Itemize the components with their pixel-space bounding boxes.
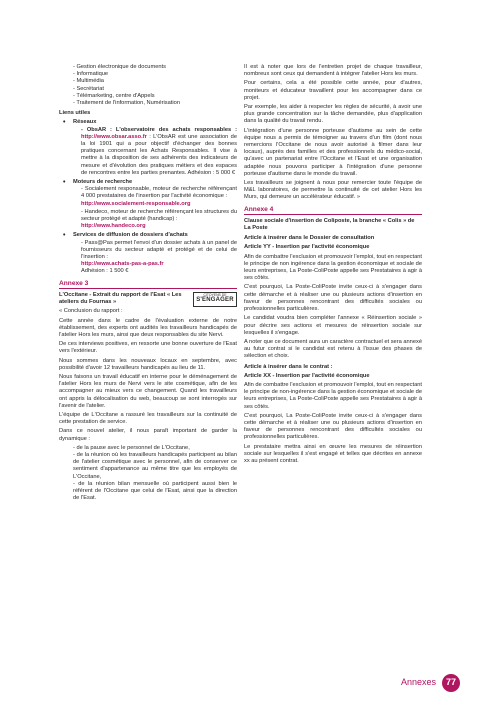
- paragraph: Les travailleurs se joignent à nous pour remercier toute l'équipe de M&L laboratoires, de permettre la continuité de cet atelier Hors les Murs, qui demeure un accélérateur éducatif. »: [244, 180, 422, 201]
- list-item: - Télémarketing, centre d'Appels: [73, 92, 155, 99]
- article-1-heading: Article à insérer dans le Dossier de consultation: [244, 235, 375, 242]
- paragraph: Afin de combattre l'exclusion et promouvoir l'emploi, tout en respectant le principe de non-ingérence dans la gestion économique et sociale de leurs entreprises, La Poste-ColiPoste appelle ses Prestataires à agir à ses côtés.: [244, 381, 422, 410]
- paragraph: Cette année dans le cadre de l'évaluation externe de notre établissement, des experts ont audités les travailleurs handicapés de l'atelier Hors les murs, ainsi que deux responsables du site Nervi.: [59, 317, 237, 338]
- pass-link[interactable]: http://www.achats-pas-a-pas.fr: [81, 261, 164, 268]
- social-description: - Socialement responsable, moteur de recherche référençant 4 000 prestataires de l'insertion par l'activité économique :: [81, 186, 237, 200]
- paragraph: A noter que ce document aura un caractère contractuel et sera annexé au futur contrat si le candidat est retenu à l'issue des phases de sélection et choix.: [244, 338, 423, 360]
- paragraph: Il est à noter que lors de l'entretien projet de chaque travailleur, nombreux sont ceux qui demandent à intégrer l'atelier Hors les murs.: [244, 64, 422, 78]
- annex-4-title: Clause sociale d'insertion de Coliposte, la branche « Colis » de La Poste: [244, 217, 415, 232]
- paragraph: Par exemple, les aider à respecter les règles de sécurité, à avoir une plus grande concentration sur la tâche demandée, plus d'application dans la qualité du travail rendu.: [244, 104, 422, 125]
- conclusion-label: « Conclusion du rapport :: [59, 308, 123, 315]
- list-item: - de la réunion où les travailleurs handicapés participent au bilan de l'atelier cosmétique avec le personnel, afin de conserver ce sentiment d'appartenance au même titre que les employés de L'Occitane,: [73, 451, 237, 480]
- list-item: - Traitement de l'information, Numérisation: [73, 100, 180, 107]
- pass-entry: [59, 240, 237, 276]
- obsar-link[interactable]: http://www.obsar.asso.fr: [81, 133, 147, 140]
- paragraph: Pour certains, cela a été possible cette année, pour d'autres, moniteurs et éducateur travaillent pour les accompagner dans ce projet.: [244, 80, 422, 101]
- social-entry: [59, 186, 237, 208]
- handeco-link[interactable]: http://www.handeco.org: [81, 223, 146, 230]
- handeco-description: - Handeco, moteur de recherche référençant les structures du secteur protégé et adapté (handicap) :: [81, 208, 237, 223]
- networks-heading: • Réseaux: [59, 119, 237, 126]
- paragraph: C'est pourquoi, La Poste-ColiPoste invite ceux-ci à s'engager dans cette démarche et à réaliser une ou plusieurs actions d'insertion en faveur de personnes rencontrant des difficultés sociales ou professionnelles particulières.: [244, 412, 422, 441]
- paragraph: Le prestataire mettra ainsi en œuvre les mesures de réinsertion sociale sur lesquelles il s'est engagé et telles que décrites en annexe xx au présent contrat.: [244, 443, 422, 464]
- obsar-label: - ObsAR : L'observatoire des achats responsables :: [81, 126, 237, 133]
- obsar-entry: [59, 127, 237, 177]
- pass-fee: Adhésion : 1 500 €: [81, 268, 129, 275]
- article-2-subheading: Article XX - Insertion par l'activité économique: [244, 372, 370, 379]
- services-heading: • Services de diffusion de dossiers d'achats: [59, 232, 237, 239]
- paragraph: Le candidat voudra bien compléter l'annexe « Réinsertion sociale » pour décrire ses actions et mesures de réinsertion sociale sur lesquelles il s'engage.: [244, 315, 422, 336]
- list-item: - de la réunion bilan mensuelle où participent aussi bien le référent de l'Occitane que celui de l'Esat, ainsi que la direction de l'Esat.: [73, 480, 237, 502]
- annex-4-heading: Annexe 4: [244, 206, 422, 215]
- paragraph: Dans ce nouvel atelier, il nous paraît important de garder la dynamique :: [59, 428, 237, 442]
- footer-section-label: Annexes: [400, 677, 436, 688]
- page-footer: [401, 674, 460, 692]
- handeco-entry: [59, 209, 237, 231]
- article-1-subheading: Article YY - Insertion par l'activité économique: [244, 244, 370, 251]
- page-number-badge: 77: [442, 674, 460, 692]
- paragraph: Afin de combattre l'exclusion et promouvoir l'emploi, tout en respectant le principe de non ingérence dans la gestion économique et sociale de leurs entreprises, La Poste-ColiPoste appelle ses Prestataires à agir à ses côtés.: [244, 253, 422, 282]
- social-link[interactable]: http://www.socialement-responsable.org: [81, 200, 191, 207]
- list-item: - de la pause avec le personnel de L'Occitane,: [73, 444, 190, 451]
- left-column: [59, 64, 237, 502]
- paragraph: C'est pourquoi, La Poste-ColiPoste invite ceux-ci à s'engager dans cette démarche et à réaliser une ou plusieurs actions d'insertion en faveur de personnes rencontrant des difficultés sociales ou professionnelles particulières.: [244, 284, 422, 313]
- list-item: - Secrétariat: [73, 85, 104, 92]
- intro-list: [59, 64, 237, 107]
- search-engines-heading: • Moteurs de recherche: [59, 179, 237, 186]
- annex-3-title: L'Occitane - Extrait du rapport de l'Esat « Les ateliers du Fournas »: [59, 291, 182, 306]
- logo: CITOYENS DE S'ENGAGER: [193, 292, 237, 307]
- paragraph: De ces interviews positives, en ressorte une bonne ouverture de l'Esat vers l'extérieur.: [59, 341, 237, 355]
- useful-links-heading: Liens utiles: [59, 110, 91, 117]
- list-item: - Informatique: [73, 71, 109, 78]
- obsar-description: : L'ObsAR est une association de la loi 1901 qui a pour objectif d'échanger des bonnes pratiques concernant les Achats Responsables. Il vise à mettre à la disposition de ses adhérents des indicateurs de mesure et d'évolution des pratiques métiers et des espaces de rencontres entre les parties prenantes. Adhésion : 5 000 €: [81, 133, 237, 176]
- paragraph: L'équipe de L'Occitane a rassuré les travailleurs sur la continuité de cette prestation de service.: [59, 411, 237, 426]
- paragraph: L'intégration d'une personne porteuse d'autisme au sein de cette équipe nous a permis de témoigner au travers d'un film (dont nous remercions l'Occitane de nous avoir autorisé à filmer dans leur locaux), auprès des familles et des professionnels du médico-social, qu'avec un partenariat entre l'Occitane et l'Esat et une organisation adaptée nous pouvons participer à l'intégration d'une personne porteuse d'autisme dans le monde du travail.: [244, 127, 422, 177]
- list-item: - Gestion électronique de documents: [73, 64, 166, 70]
- right-column: [244, 64, 422, 467]
- list-item: - Multimédia: [73, 78, 104, 85]
- paragraph: Nous faisons un travail éducatif en interne pour le déménagement de l'atelier Hors les murs de Nervi vers le site cosmétique, afin de les accompagner au mieux vers ce changement. Quand les travailleurs ont appris la délocalisation du web, beaucoup se sont interrogés sur l'avenir de l'atelier.: [59, 373, 237, 409]
- annex-3-heading: Annexe 3: [59, 280, 237, 289]
- article-2-heading: Article à insérer dans le contrat :: [244, 363, 333, 370]
- paragraph: Nous sommes dans les nouveaux locaux en septembre, avec possibilité d'avoir 12 travailleurs handicapés au lieu de 11.: [59, 357, 237, 371]
- pass-description: - Pass@Pas permet l'envoi d'un dossier achats à un panel de fournisseurs du secteur adapté et protégé et de celui de l'insertion :: [81, 239, 237, 261]
